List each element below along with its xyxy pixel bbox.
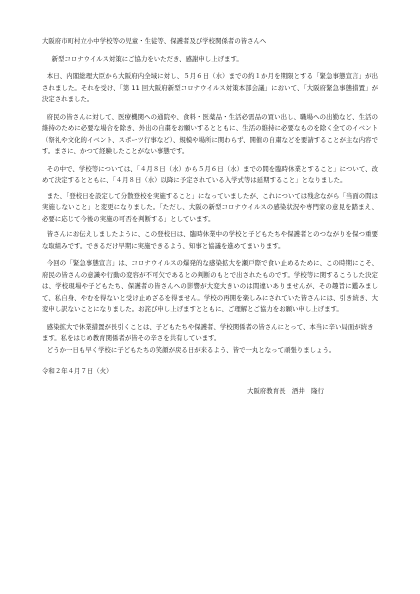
document-date: 令和２年４月７日（火） — [42, 367, 113, 375]
paragraph-attendance-importance: 皆さんにお伝えしましたように、この登校日は、臨時休業中の学校と子どもたちや保護者とのつながりを保つ重要な取組みです。できるだけ早期に実施できるよう、知事と協議を進めてまいります。 — [42, 230, 378, 250]
closing-line-1: 感染拡大で休業措置が長引くことは、子どもたちや保護者、学校関係者の皆さんにとって、本当に辛い局面が続きます。私をはじめ教育関係者が皆その辛さを共有しています。 — [42, 322, 374, 342]
addressee-line: 大阪府市町村立小中学校等の児童・生徒等、保護者及び学校関係者の皆さんへ — [42, 37, 267, 45]
paragraph-apology: 今回の「緊急事態宣言」は、コロナウイルスの爆発的な感染拡大を瀬戸際で食い止めるために、この時期にこそ、府民の皆さんの意識や行動の変容が不可欠であるとの判断のもとで出されたものです。学校等に関するこうした決定は、学校現場や子どもたち、保護者の皆さんへの影響が大変大きいのは間違いありませんが、その趣旨に鑑みまして、私自身、やむを得ないと受け止めざるを得ません。学校の再開を楽しみにされていた皆さんには、引き続き、大変申し訳ないことになりました。お詫び申し上げますとともに、ご理解とご協力をお願い申し上げます。 — [42, 259, 378, 313]
signature-line: 大阪府教育長 酒井 隆行 — [247, 386, 324, 395]
paragraph-schools-closure: その中で、学校等については、「４月８日（水）から５月６日（水）までの間を臨時休業とすること」について、改めて決定するとともに、「４月８日（水）以降に予定されている入学式等は延期すること」となりました。 — [42, 164, 378, 184]
greeting-line: 新型コロナウイルス対策にご協力をいただき、感謝申し上げます。 — [51, 54, 243, 63]
paragraph-attendance-days: また、「登校日を設定して分散登校を実施すること」になっていましたが、これについては残念ながら「当面の間は実施しないこと」と変更になりました。「ただし、大阪の新型コロナウイルスの感染状況や専門家の意見を踏まえ、必要に応じて今後の実施の可否を判断する」としています。 — [42, 191, 378, 223]
paragraph-measures: 府民の皆さんに対して、医療機関への通院や、食料・医薬品・生活必需品の買い出し、職場への出勤など、生活の維持のために必要な場合を除き、外出の自粛をお願いするとともに、生活の維持に必要なものを除く全てのイベント（祭礼や文化的イベント、スポーツ行事など）、規模や場所に関わらず、開催の自粛などを要請することが主な内容です。まさに、かつて経験したことがない事態です。 — [42, 112, 378, 155]
closing-line-2: どうか一日も早く学校に子どもたちの笑顔が戻る日が来るよう、皆で一丸となって頑張りましょう。 — [46, 345, 336, 354]
paragraph-declaration: 本日、内閣総理大臣から大阪府内全域に対し、５月６日（水）までの約１か月を期限とする「緊急事態宣言」が出されました。それを受け、「第 11 回大阪府新型コロナウイルス対策本部会議」において、「大阪府緊急事態措置」が決定されました。 — [42, 72, 378, 103]
closing-block — [42, 322, 378, 357]
